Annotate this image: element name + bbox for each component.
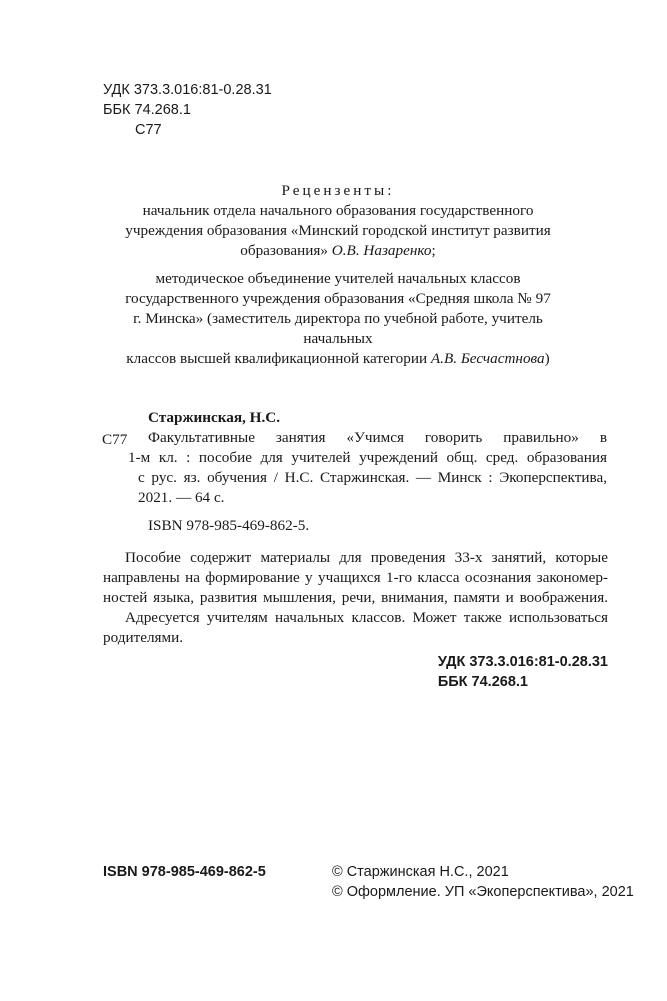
udk-code: УДК 373.3.016:81-0.28.31 (103, 82, 272, 98)
copyright-design: © Оформление. УП «Экоперспектива», 2021 (332, 884, 634, 900)
annotation (103, 548, 608, 648)
reviewer-2-line-3: г. Минска» (заместитель директора по учебной работе, учитель начальных (133, 310, 543, 347)
author-sign: С77 (135, 122, 162, 138)
bib-line-3: с рус. яз. обучения / Н.С. Старжинская. — Минск : Экоперспектива, (138, 469, 607, 486)
bib-line-1: Факультативные занятия «Учимся говорить правильно» в (148, 429, 607, 446)
reviewer-1-line-1: начальник отдела начального образования государственного (142, 202, 534, 219)
annotation-line-2: направлены на формирование у учащихся 1-го класса осознания закономер- (103, 569, 608, 586)
classification-codes (438, 652, 608, 692)
bbk-code: ББК 74.268.1 (103, 102, 191, 118)
bib-isbn: ISBN 978-985-469-862-5. (148, 517, 310, 534)
reviewer-1-line-2: учреждения образования «Минский городской институт развития (125, 222, 551, 239)
bib-author: Старжинская, Н.С. (148, 409, 281, 426)
annotation-line-5: родителями. (103, 629, 184, 646)
reviewer-2-line-2: государственного учреждения образования «Средняя школа № 97 (125, 290, 551, 307)
reviewer-2-punct: ) (544, 350, 550, 367)
reviewers-title: Рецензенты: (281, 182, 395, 199)
annotation-line-4: Адресуется учителям начальных классов. Может также использоваться (125, 609, 608, 626)
bib-author-sign: С77 (102, 431, 128, 448)
copyright-block (332, 862, 634, 902)
bib-line-4: 2021. — 64 с. (138, 489, 225, 506)
udk-code-bottom: УДК 373.3.016:81-0.28.31 (437, 654, 608, 670)
reviewer-2-line-4 (100, 349, 576, 369)
copyright-author: © Старжинская Н.С., 2021 (332, 864, 509, 880)
annotation-line-3: ностей языка, развития мышления, речи, внимания, памяти и воображения. (103, 589, 608, 606)
bbk-code-bottom: ББК 74.268.1 (437, 674, 528, 690)
reviewer-1-punct: ; (431, 242, 436, 259)
reviewer-1-name: О.В. Назаренко (331, 242, 432, 259)
reviewer-2-name: А.В. Бесчастнова (430, 350, 545, 367)
udk-header (103, 80, 272, 140)
reviewer-1-org-end: образования» (240, 242, 328, 259)
reviewer-2-line-1: методическое объединение учителей начальных классов (155, 270, 521, 287)
annotation-line-1: Пособие содержит материалы для проведения 33-х занятий, которые (125, 549, 608, 566)
reviewer-2-position: классов высшей квалификационной категории (126, 350, 428, 367)
bib-line-2: 1-м кл. : пособие для учителей учреждений общ. сред. образования (128, 449, 607, 466)
reviewer-1-line-3 (100, 241, 576, 261)
isbn: ISBN 978-985-469-862-5 (103, 864, 266, 880)
bibliographic-record (102, 408, 607, 536)
reviewers-block (100, 181, 576, 369)
